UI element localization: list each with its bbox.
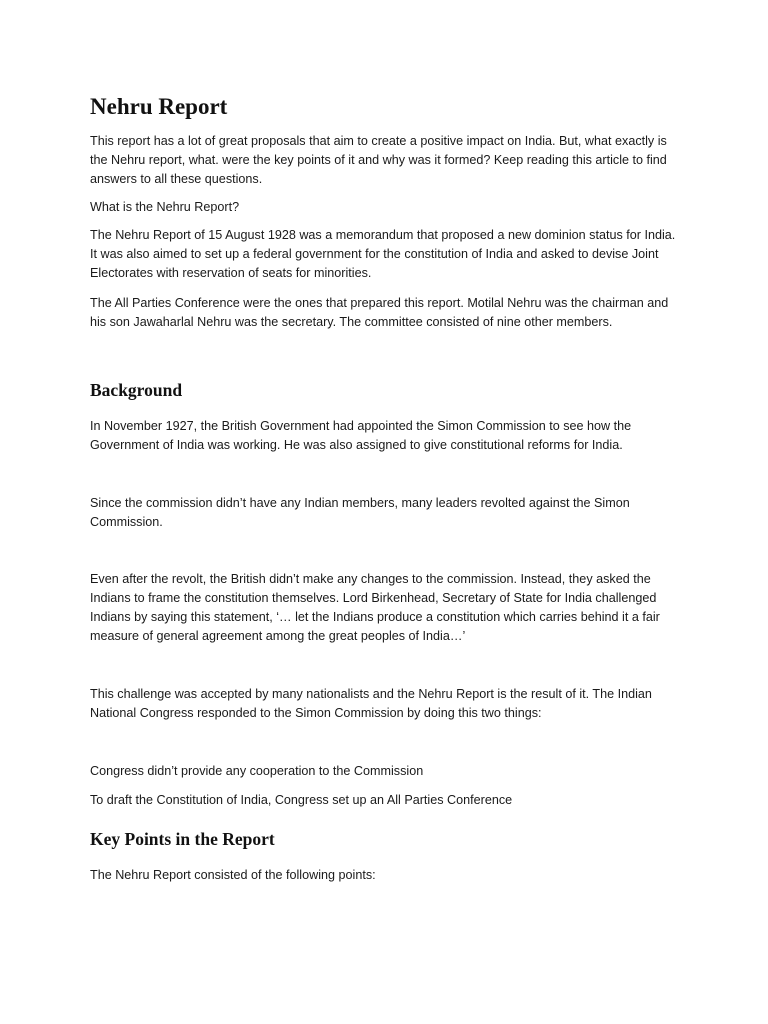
background-paragraph-2: Since the commission didn’t have any Indian members, many leaders revolted against the Simon Commission.: [90, 496, 630, 529]
committee-paragraph: The All Parties Conference were the ones that prepared this report. Motilal Nehru was the chairman and his son Jawaharlal Nehru was the secretary. The committee consisted of nine other members.: [90, 296, 669, 329]
background-paragraph-1: In November 1927, the British Government had appointed the Simon Commission to see how the Government of India was working. He was also assigned to give constitutional reforms for India.: [90, 419, 632, 452]
background-paragraph-4: This challenge was accepted by many nationalists and the Nehru Report is the result of it. The Indian National Congress responded to the Simon Commission by doing this two things:: [90, 687, 652, 720]
background-list-item: To draft the Constitution of India, Congress set up an All Parties Conference: [90, 793, 513, 807]
page-title: Nehru Report: [90, 94, 228, 119]
background-paragraph-3: Even after the revolt, the British didn’t make any changes to the commission. Instead, they asked the Indians to frame the constitution themselves. Lord Birkenhead, Secretary of State for India challenged Indians by saying this statement, ‘… let the Indians produce a constitution which carries behind it a fair measure of general agreement among the great peoples of India…’: [90, 572, 660, 643]
question-paragraph: What is the Nehru Report?: [90, 200, 240, 214]
key-points-heading: Key Points in the Report: [90, 829, 275, 849]
definition-paragraph: The Nehru Report of 15 August 1928 was a memorandum that proposed a new dominion status for India. It was also aimed to set up a federal government for the constitution of India and asked to devise Joint Electorates with reservation of seats for minorities.: [90, 228, 676, 280]
key-points-intro-paragraph: The Nehru Report consisted of the following points:: [90, 868, 376, 882]
intro-paragraph: This report has a lot of great proposals that aim to create a positive impact on India. But, what exactly is the Nehru report, what. were the key points of it and why was it formed? Keep reading this article to find answers to all these questions.: [90, 134, 667, 186]
background-heading: Background: [90, 380, 183, 400]
background-list-item: Congress didn’t provide any cooperation to the Commission: [90, 764, 424, 778]
